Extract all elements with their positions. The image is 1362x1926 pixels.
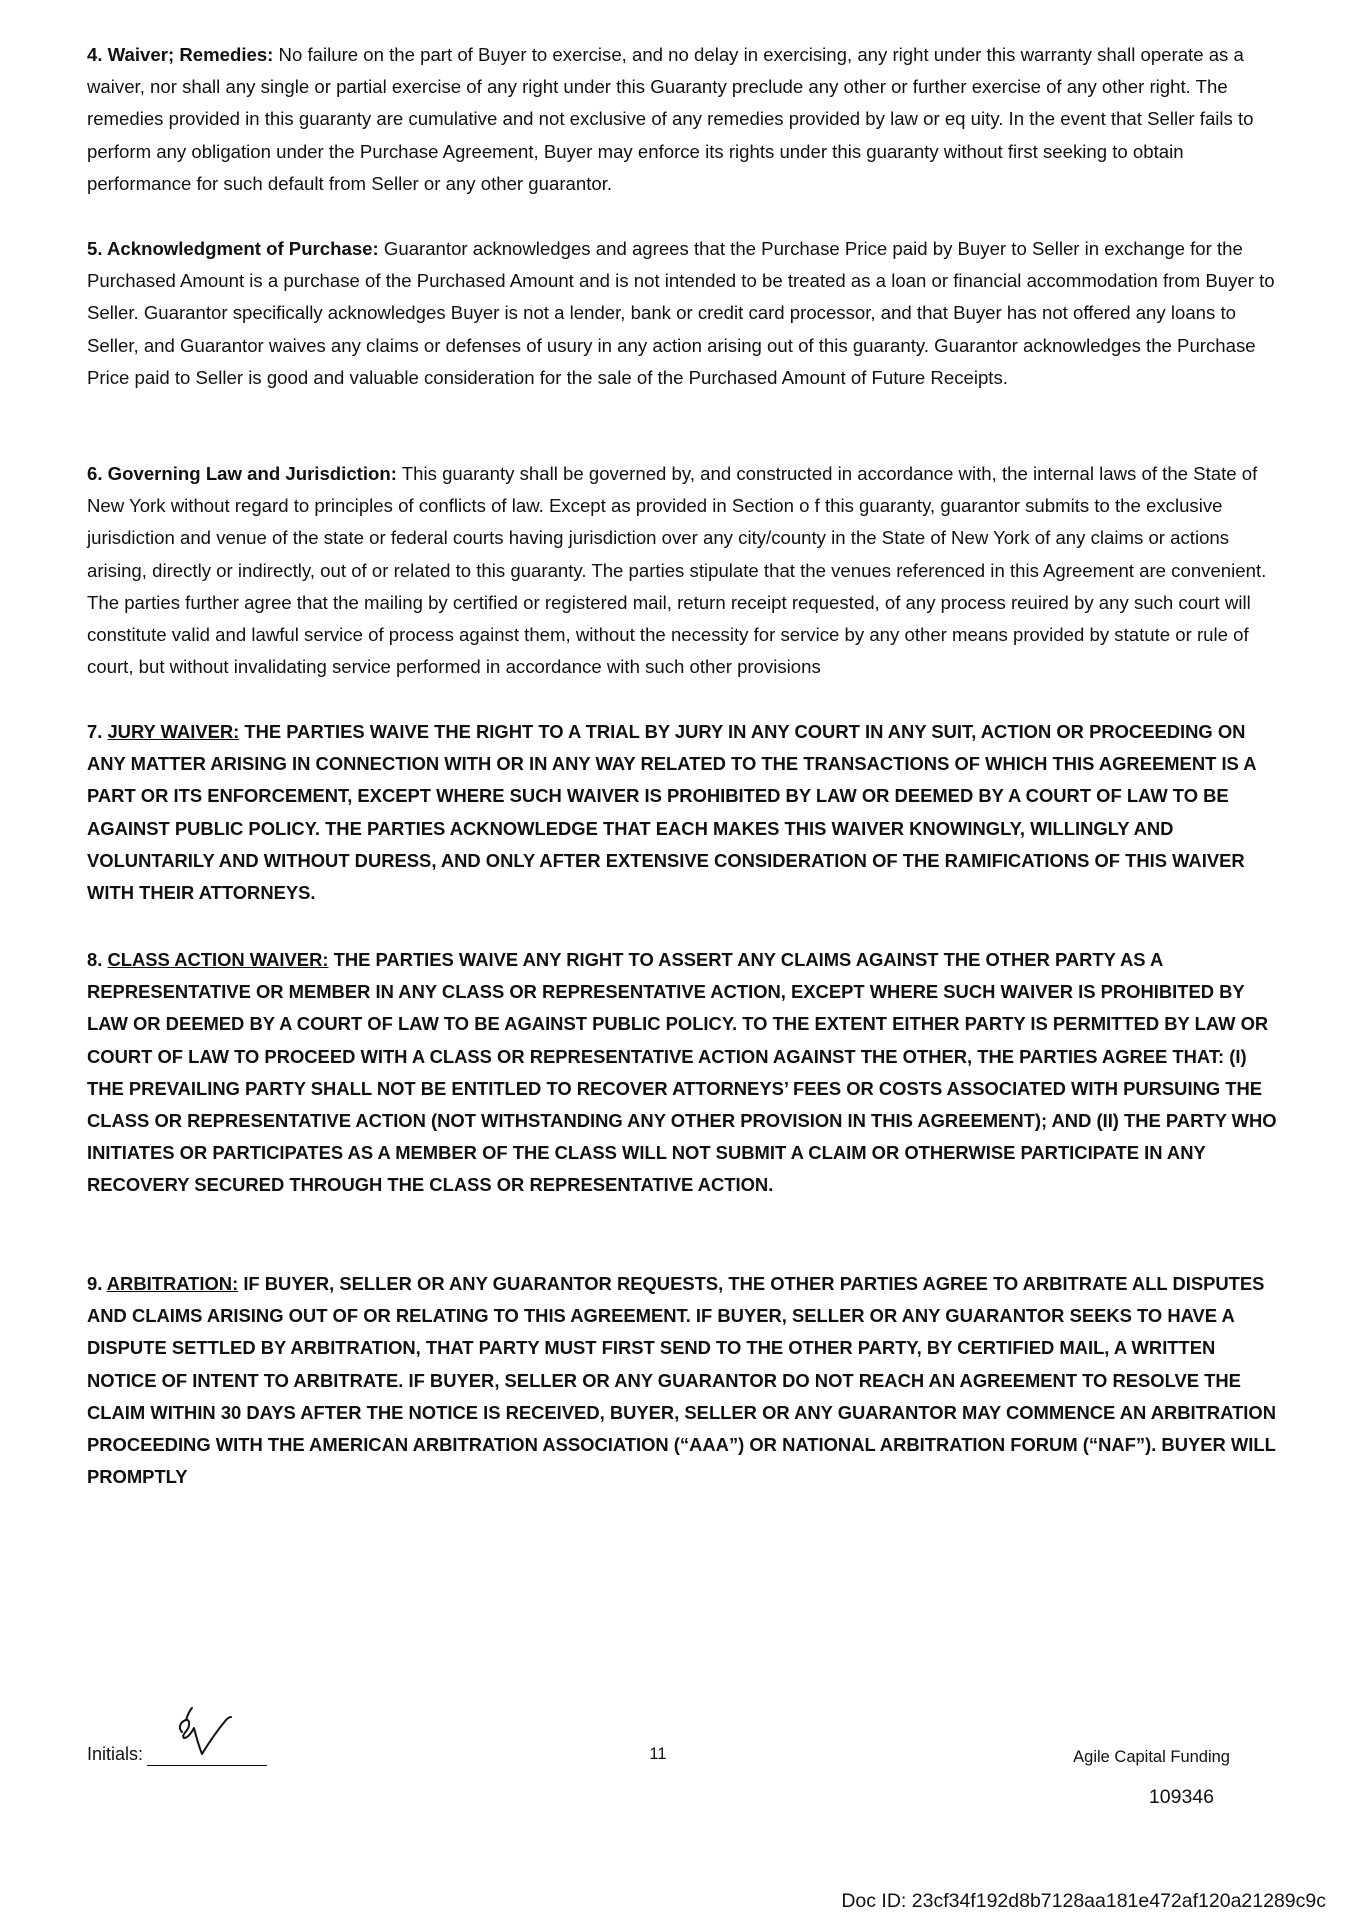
section-jury-waiver <box>87 716 1282 909</box>
section-paragraph <box>87 716 1282 909</box>
section-class-action-waiver <box>87 944 1282 1202</box>
section-number: 7. <box>87 721 108 742</box>
section-text: No failure on the part of Buyer to exercise, and no delay in exercising, any right under this warranty shall operate as a waiver, nor shall any single or partial exercise of any right under this Guaranty preclude any other or further exercise of any other right. The remedies provided in this guaranty are cumulative and not exclusive of any remedies provided by law or eq uity. In the event that Seller fails to perform any obligation under the Purchase Agreement, Buyer may enforce its rights under this guaranty without first seeking to obtain performance for such default from Seller or any other guarantor. <box>87 44 1254 194</box>
section-text: Guarantor acknowledges and agrees that the Purchase Price paid by Buyer to Seller in exchange for the Purchased Amount is a purchase of the Purchased Amount and is not intended to be treated as a loan or financial accommodation from Buyer to Seller. Guarantor specifically acknowledges Buyer is not a lender, bank or credit card processor, and that Buyer has not offered any loans to Seller, and Guarantor waives any claims or defenses of usury in any action arising out of this guaranty. Guarantor acknowledges the Purchase Price paid to Seller is good and valuable consideration for the sale of the Purchased Amount of Future Receipts. <box>87 238 1275 388</box>
section-arbitration <box>87 1268 1282 1493</box>
section-number: 9. <box>87 1273 107 1294</box>
section-heading: CLASS ACTION WAIVER: <box>107 949 329 970</box>
section-paragraph <box>87 39 1282 200</box>
section-governing-law <box>87 458 1282 683</box>
section-paragraph <box>87 458 1282 683</box>
section-text: This guaranty shall be governed by, and constructed in accordance with, the internal laws of the State of New York without regard to principles of conflicts of law. Except as provided in Section o f this guaranty, guarantor submits to the exclusive jurisdiction and venue of the state or federal courts having jurisdiction over any city/county in the State of New York of any claims or actions arising, directly or indirectly, out of or related to this guaranty. The parties stipulate that the venues referenced in this Agreement are convenient. The parties further agree that the mailing by certified or registered mail, return receipt requested, of any process reuired by any such court will constitute valid and lawful service of process against them, without the necessity for service by any other means provided by statute or rule of court, but without invalidating service performed in accordance with such other provisions <box>87 463 1267 678</box>
section-acknowledgment-of-purchase <box>87 233 1282 394</box>
section-heading: ARBITRATION: <box>106 1273 239 1294</box>
company-id: 109346 <box>1148 1786 1214 1808</box>
section-number: 8. <box>87 949 108 970</box>
initials-label: Initials: <box>87 1744 144 1764</box>
section-paragraph <box>87 233 1282 394</box>
page-number: 11 <box>649 1745 667 1763</box>
section-waiver-remedies <box>87 39 1282 200</box>
section-text: THE PARTIES WAIVE THE RIGHT TO A TRIAL BY JURY IN ANY COURT IN ANY SUIT, ACTION OR PROCEEDING ON ANY MATTER ARISING IN CONNECTION WITH OR IN ANY WAY RELATED TO THE TRANSACTIONS OF WHICH THIS AGREEMENT IS A PART OR ITS ENFORCEMENT, EXCEPT WHERE SUCH WAIVER IS PROHIBITED BY LAW OR DEEMED BY A COURT OF LAW TO BE AGAINST PUBLIC POLICY. THE PARTIES ACKNOWLEDGE THAT EACH MAKES THIS WAIVER KNOWINGLY, WILLINGLY AND VOLUNTARILY AND WITHOUT DURESS, AND ONLY AFTER EXTENSIVE CONSIDERATION OF THE RAMIFICATIONS OF THIS WAIVER WITH THEIR ATTORNEYS. <box>87 721 1256 904</box>
section-paragraph <box>87 944 1282 1202</box>
section-heading: 6. Governing Law and Jurisdiction: <box>87 463 397 484</box>
section-text: IF BUYER, SELLER OR ANY GUARANTOR REQUESTS, THE OTHER PARTIES AGREE TO ARBITRATE ALL DISPUTES AND CLAIMS ARISING OUT OF OR RELATING TO THIS AGREEMENT. IF BUYER, SELLER OR ANY GUARANTOR SEEKS TO HAVE A DISPUTE SETTLED BY ARBITRATION, THAT PARTY MUST FIRST SEND TO THE OTHER PARTY, BY CERTIFIED MAIL, A WRITTEN NOTICE OF INTENT TO ARBITRATE. IF BUYER, SELLER OR ANY GUARANTOR DO NOT REACH AN AGREEMENT TO RESOLVE THE CLAIM WITHIN 30 DAYS AFTER THE NOTICE IS RECEIVED, BUYER, SELLER OR ANY GUARANTOR MAY COMMENCE AN ARBITRATION PROCEEDING WITH THE AMERICAN ARBITRATION ASSOCIATION (“AAA”) OR NATIONAL ARBITRATION FORUM (“NAF”). BUYER WILL PROMPTLY <box>87 1273 1277 1488</box>
section-text: THE PARTIES WAIVE ANY RIGHT TO ASSERT ANY CLAIMS AGAINST THE OTHER PARTY AS A REPRESENTATIVE OR MEMBER IN ANY CLASS OR REPRESENTATIVE ACTION, EXCEPT WHERE SUCH WAIVER IS PROHIBITED BY LAW OR DEEMED BY A COURT OF LAW TO BE AGAINST PUBLIC POLICY. TO THE EXTENT EITHER PARTY IS PERMITTED BY LAW OR COURT OF LAW TO PROCEED WITH A CLASS OR REPRESENTATIVE ACTION AGAINST THE OTHER, THE PARTIES AGREE THAT: (I) THE PREVAILING PARTY SHALL NOT BE ENTITLED TO RECOVER ATTORNEYS’ FEES OR COSTS ASSOCIATED WITH PURSUING THE CLASS OR REPRESENTATIVE ACTION (NOT WITHSTANDING ANY OTHER PROVISION IN THIS AGREEMENT); AND (II) THE PARTY WHO INITIATES OR PARTICIPATES AS A MEMBER OF THE CLASS WILL NOT SUBMIT A CLAIM OR OTHERWISE PARTICIPATE IN ANY RECOVERY SECURED THROUGH THE CLASS OR REPRESENTATIVE ACTION. <box>87 949 1277 1196</box>
signature-mark <box>168 1702 248 1762</box>
section-paragraph <box>87 1268 1282 1493</box>
company-name: Agile Capital Funding <box>1073 1748 1230 1766</box>
section-heading: 5. Acknowledgment of Purchase: <box>87 238 379 259</box>
doc-id: Doc ID: 23cf34f192d8b7128aa181e472af120a21289c9c <box>841 1890 1326 1912</box>
section-heading: JURY WAIVER: <box>107 721 240 742</box>
section-heading: 4. Waiver; Remedies: <box>87 44 274 65</box>
